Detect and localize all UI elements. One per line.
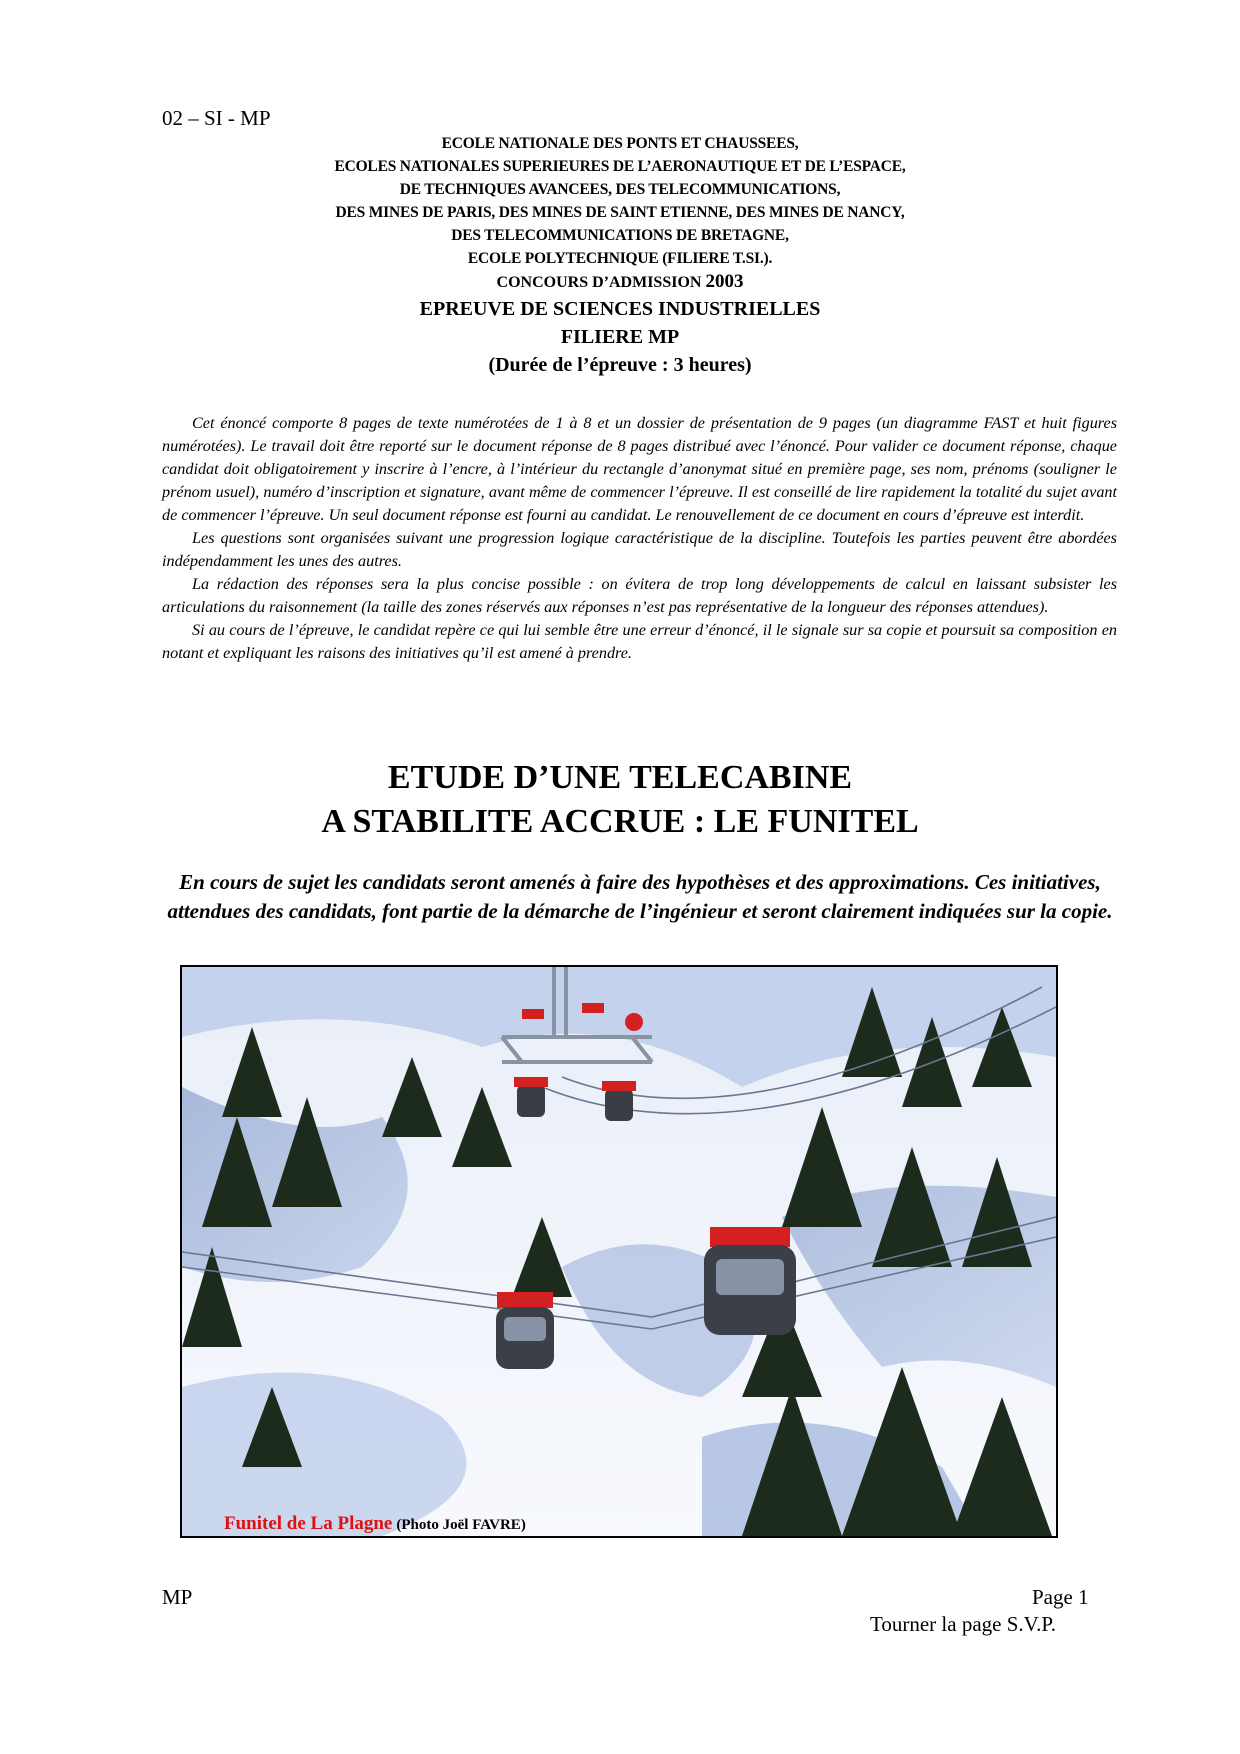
institution-line: DES TELECOMMUNICATIONS DE BRETAGNE,	[451, 227, 789, 244]
document-code: 02 – SI - MP	[162, 106, 271, 130]
duree-line: (Durée de l’épreuve : 3 heures)	[488, 354, 752, 376]
caption-source: (Photo Joël FAVRE)	[396, 1517, 526, 1533]
institution-line: DE TECHNIQUES AVANCEES, DES TELECOMMUNICATIONS,	[399, 181, 841, 198]
instruction-paragraph: La rédaction des réponses sera la plus concise possible : on évitera de trop long développements de calcul en laissant subsister les articulations du raisonnement (la taille des zones réservés aux réponses n’est pas représentative de la longueur des réponses attendues).	[162, 575, 1117, 616]
instruction-paragraph: Si au cours de l’épreuve, le candidat repère ce qui lui semble être une erreur d’énoncé, il le signale sur sa copie et poursuit sa composition en notant et expliquant les raisons des initiatives qu’il est amené à prendre.	[162, 621, 1117, 662]
study-title	[150, 756, 1090, 844]
institution-line: ECOLES NATIONALES SUPERIEURES DE L’AERONAUTIQUE ET DE L’ESPACE,	[334, 158, 906, 175]
study-title-line: ETUDE D’UNE TELECABINE	[387, 759, 853, 796]
instructions	[162, 412, 1117, 665]
funitel-photo	[180, 965, 1058, 1538]
study-title-line: A STABILITE ACCRUE : LE FUNITEL	[321, 803, 919, 840]
footer-filiere: MP	[162, 1585, 193, 1609]
concours-label: CONCOURS D’ADMISSION	[496, 274, 702, 291]
concours-line	[150, 270, 1090, 295]
exam-header	[150, 132, 1090, 379]
page-number: Page 1	[1032, 1585, 1089, 1609]
subtitle-note: En cours de sujet les candidats seront amenés à faire des hypothèses et des approximations. Ces initiatives, attendues des candidats, font partie de la démarche de l’ingénieur et seront clairement indiquées sur la copie.	[167, 870, 1113, 923]
filiere-title: FILIERE MP	[560, 326, 680, 348]
photo-caption	[224, 1513, 526, 1535]
concours-year: 2003	[705, 271, 744, 292]
instruction-paragraph: Les questions sont organisées suivant une progression logique caractéristique de la discipline. Toutefois les parties peuvent être abordées indépendamment les unes des autres.	[162, 529, 1117, 570]
institution-line: ECOLE NATIONALE DES PONTS ET CHAUSSEES,	[441, 135, 799, 152]
turn-page-note: Tourner la page S.V.P.	[870, 1612, 1056, 1636]
caption-title: Funitel de La Plagne	[224, 1513, 393, 1534]
epreuve-title: EPREUVE DE SCIENCES INDUSTRIELLES	[419, 298, 821, 320]
institution-line: DES MINES DE PARIS, DES MINES DE SAINT ETIENNE, DES MINES DE NANCY,	[335, 204, 905, 221]
instruction-paragraph: Cet énoncé comporte 8 pages de texte numérotées de 1 à 8 et un dossier de présentation de 9 pages (un diagramme FAST et huit figures numérotées). Le travail doit être reporté sur le document réponse de 8 pages distribué avec l’énoncé. Pour valider ce document réponse, chaque candidat doit obligatoirement y inscrire à l’encre, à l’intérieur du rectangle d’anonymat situé en première page, ses nom, prénoms (souligner le prénom usuel), numéro d’inscription et signature, avant même de commencer l’épreuve. Il est conseillé de lire rapidement la totalité du sujet avant de commencer l’épreuve. Un seul document réponse est fourni au candidat. Le renouvellement de ce document en cours d’épreuve est interdit.	[162, 414, 1117, 524]
institution-line: ECOLE POLYTECHNIQUE (FILIERE T.SI.).	[467, 250, 773, 267]
